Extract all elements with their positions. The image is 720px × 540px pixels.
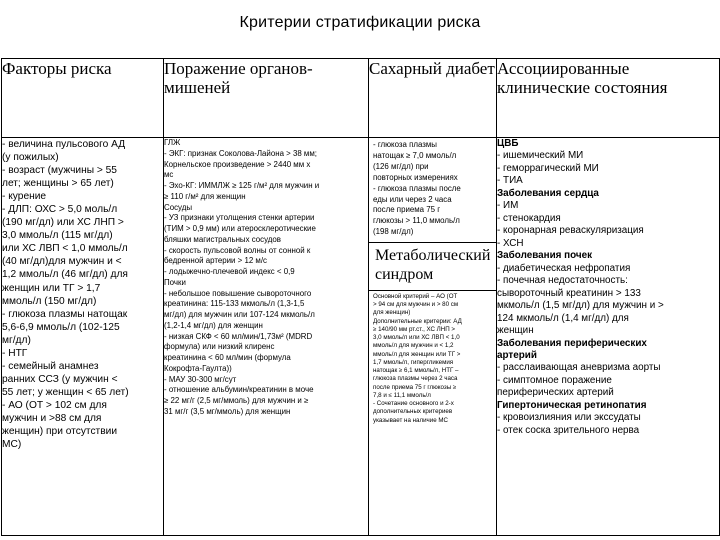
risk-factor-line: (40 мг/дл)для мужчин и < [2,256,122,268]
metabolic-syndrome-line: ммоль/л для мужчин и < 1,2 [373,342,454,350]
metabolic-syndrome-line: дополнительных критериев [373,408,453,416]
metabolic-syndrome-line: 1,7 ммоль/л, гипергликемия [373,358,454,366]
page-title: Критерии стратификации риска [239,14,481,31]
risk-factor-line: - величина пульсового АД [2,139,126,150]
header-target-organ-damage: Поражение органов-мишеней [164,59,369,138]
organ-damage-line: Кокрофта-Гаулта)) [164,363,232,373]
organ-damage-line: - ЭКГ: признак Соколова-Лайона > 38 мм; [164,148,317,158]
risk-factor-line: ранних ССЗ (у мужчин < [2,373,118,385]
risk-factor-line: 55 лет; у женщин < 65 лет) [2,386,129,398]
header-row [2,59,720,138]
risk-factor-line: 3,0 ммоль/л (115 мг/дл) [2,230,113,242]
organ-damage-line: ≥ 22 мг/г (2,5 мг/ммоль) для мужчин и ≥ [164,396,309,405]
metabolic-syndrome-criteria [369,291,496,425]
associated-condition-line: - коронарная реваскуляризация [497,225,644,237]
risk-factor-line: МС) [2,439,22,451]
diabetes-line: (126 мг/дл) при [373,161,429,171]
metabolic-syndrome-heading: Метаболический синдром [369,243,496,291]
organ-damage-line: (1,2-1,4 мг/дл) для женщин [164,320,263,330]
organ-damage-line: креатинина < 60 мл/мин (формула [164,353,291,362]
organ-damage-line: - лодыжечно-плечевой индекс < 0,9 [164,267,295,276]
risk-factor-line: 5,6-6,9 ммоль/л (102-125 [2,321,120,333]
organ-damage-line: - отношение альбумин/креатинин в моче [164,385,314,395]
metabolic-syndrome-line: Основной критерий – АО (ОТ [373,292,458,300]
metabolic-syndrome-line: указывает на наличие МС [373,416,449,424]
associated-condition-line: мкмоль/л (1,5 мг/дл) для мужчин и > [497,300,664,312]
organ-damage-line: - УЗ признаки утолщения стенки артерии [164,213,315,223]
associated-condition-line: - диабетическая нефропатия [497,262,631,274]
metabolic-syndrome-line: 3,0 ммоль/л или ХС ЛВП < 1,0 [373,334,460,342]
associated-condition-line: артерий [497,349,537,361]
organ-damage-line: (ТИМ > 0,9 мм) или атеросклеротические [164,224,316,233]
risk-factor-line: лет; женщины > 65 лет) [2,178,114,190]
diabetes-line: натощак ≥ 7,0 ммоль/л [373,150,457,160]
organ-damage-line: 31 мг/г (3,5 мг/ммоль) для женщин [164,406,291,416]
diabetes-cell [369,138,497,536]
risk-factor-line: мужчин и >88 см для [2,412,102,424]
risk-factor-line: - семейный анамнез [2,360,99,372]
associated-condition-line: - симптомное поражение [497,374,612,386]
organ-damage-line: Почки [164,277,186,287]
associated-condition-line: - ишемический МИ [497,150,584,162]
associated-condition-line: Заболевания периферических [497,337,647,349]
diabetes-line: - глюкоза плазмы после [373,183,461,193]
organ-damage-line: - МАУ 30-300 мг/сут [164,374,237,384]
risk-factor-line: (190 мг/дл) или ХС ЛНП > [2,217,124,229]
risk-factor-line: - глюкоза плазмы натощак [2,308,128,320]
associated-condition-line: - ИМ [497,200,519,212]
metabolic-syndrome-line: 7,8 и ≤ 11,1 ммоль/л [373,391,431,399]
associated-conditions-cell [497,138,720,536]
associated-condition-line: - кровоизлияния или экссудаты [497,412,641,424]
diabetes-line: еды или через 2 часа [373,194,452,204]
risk-factor-line: мг/дл) [2,334,31,346]
risk-factor-line: - возраст (мужчины > 55 [2,165,117,177]
associated-condition-line: - ТИА [497,175,523,187]
metabolic-syndrome-line: натощак ≥ 6,1 ммоль/л, НТГ – [373,367,459,375]
risk-factor-line: (у пожилых) [2,152,59,164]
organ-damage-line: бляшки магистральных сосудов [164,234,281,244]
diabetes-line: - глюкоза плазмы [373,140,437,149]
metabolic-syndrome-line: ммоль/л для женщин или ТГ > [373,350,461,358]
header-risk-factors: Факторы риска [2,59,164,138]
organ-damage-line: - скорость пульсовой волны от сонной к [164,245,311,255]
header-associated-conditions: Ассоциированные клинические состояния [497,59,720,138]
metabolic-syndrome-line: Дополнительные критерии: АД [373,317,462,325]
metabolic-syndrome-line: ≥ 140/90 мм рт.ст., ХС ЛНП > [373,325,455,333]
risk-factors-cell [2,138,164,536]
associated-condition-line: - отек соска зрительного нерва [497,424,640,436]
risk-factor-line: 1,2 ммоль/л (46 мг/дл) для [2,269,128,281]
associated-condition-line: Гипертоническая ретинопатия [497,399,647,411]
associated-condition-line: ЦВБ [497,138,519,149]
organ-damage-line: мс [164,170,174,180]
risk-factor-line: ммоль/л (150 мг/дл) [2,295,97,307]
organ-damage-line: Сосуды [164,202,192,212]
organ-damage-line: ≥ 110 г/м² для женщин [164,191,246,201]
metabolic-syndrome-line: - Сочетание основного и 2-х [373,400,454,408]
risk-factor-line: женщин или ТГ > 1,7 [2,282,101,294]
organ-damage-line: ГЛЖ [164,138,181,147]
header-diabetes: Сахарный диабет [369,59,497,138]
diabetes-line: после приема 75 г [373,205,441,215]
associated-condition-line: сывороточный креатинин > 133 [497,287,641,299]
risk-factor-line: - курение [2,191,47,203]
organ-damage-line: Корнельское произведение > 2440 мм х [164,159,311,169]
associated-condition-line: - геморрагический МИ [497,162,599,174]
organ-damage-line: - Эхо-КГ: ИММЛЖ ≥ 125 г/м² для мужчин и [164,181,320,190]
risk-factor-line: женщин) при отсутствии [2,426,118,438]
diabetes-criteria [369,138,496,243]
organ-damage-line: - низкая СКФ < 60 мл/мин/1,73м² (MDRD [164,331,313,341]
metabolic-syndrome-line: > 94 см для мужчин и > 80 см [373,301,459,309]
risk-factor-line: или ХС ЛВП < 1,0 ммоль/л [2,243,128,255]
risk-factor-line: - АО (ОТ > 102 см для [2,399,107,411]
associated-condition-line: Заболевания сердца [497,187,599,199]
diabetes-line: (198 мг/дл) [373,227,414,237]
risk-stratification-table [1,58,720,536]
body-row [2,138,720,536]
associated-condition-line: - ХСН [497,237,524,249]
metabolic-syndrome-line: глюкоза плазмы через 2 часа [373,375,458,383]
organ-damage-line: креатинина: 115-133 мкмоль/л (1,3-1,5 [164,299,305,309]
organ-damage-line: - небольшое повышение сывороточного [164,288,312,298]
associated-condition-line: - почечная недостаточность: [497,275,628,287]
associated-condition-line: женщин [497,325,534,337]
associated-condition-line: - стенокардия [497,212,561,224]
diabetes-line: повторных измерениях [373,172,458,182]
metabolic-syndrome-line: для женщин) [373,309,411,317]
risk-factor-line: - ДЛП: ОХС > 5,0 моль/л [2,204,118,216]
associated-condition-line: периферических артерий [497,387,614,399]
target-organ-damage-cell [164,138,369,536]
diabetes-line: глюкозы > 11,0 ммоль/л [373,216,460,226]
associated-condition-line: - расслаивающая аневризма аорты [497,362,661,374]
associated-condition-line: 124 мкмоль/л (1,4 мг/дл) для [497,312,629,324]
organ-damage-line: формула) или низкий клиренс [164,342,275,352]
risk-factor-line: - НТГ [2,347,28,359]
organ-damage-line: мг/дл) для мужчин или 107-124 мкмоль/л [164,310,315,319]
organ-damage-line: бедренной артерии > 12 м/с [164,256,267,266]
associated-condition-line: Заболевания почек [497,250,593,262]
metabolic-syndrome-line: после приема 75 г глюкозы ≥ [373,383,457,391]
